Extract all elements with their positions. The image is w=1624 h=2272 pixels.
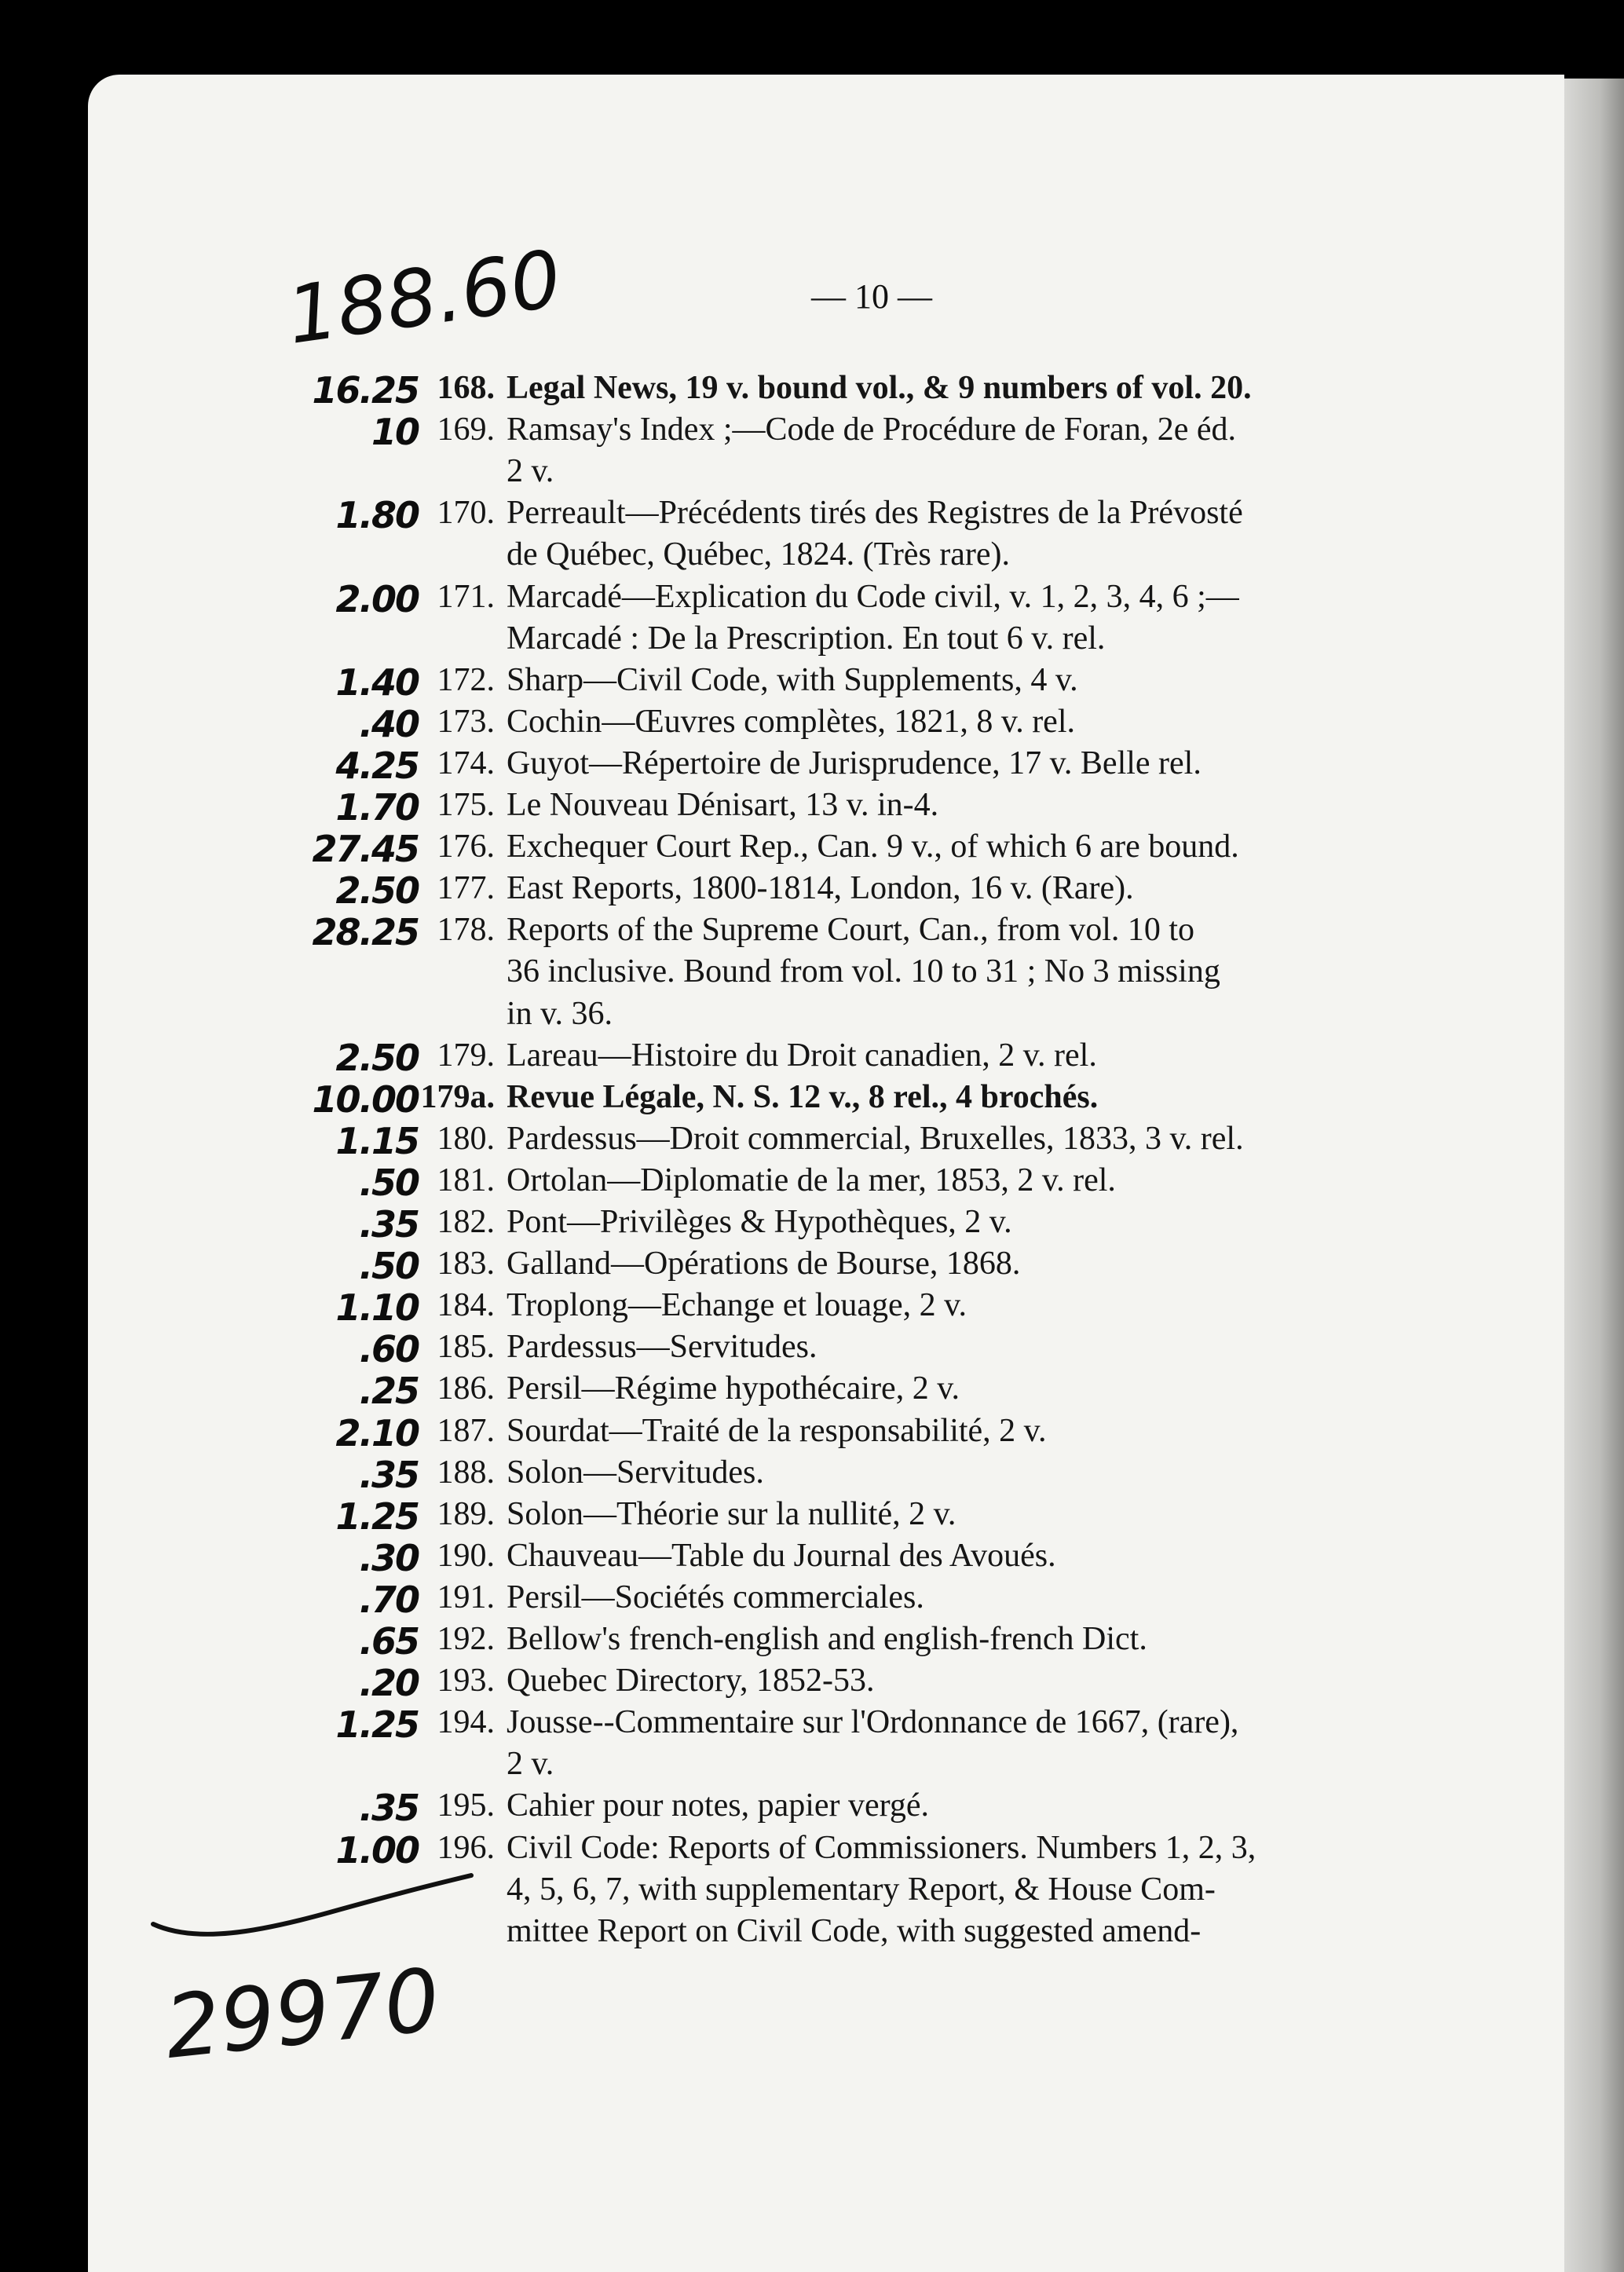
- catalogue-line: [0, 620, 1624, 662]
- catalogue-line: [0, 661, 1624, 704]
- entry-text: Galland—Opérations de Bourse, 1868.: [507, 1246, 1021, 1282]
- entry-text: Persil—Régime hypothécaire, 2 v.: [507, 1370, 960, 1407]
- entry-text: Pardessus—Servitudes.: [507, 1329, 817, 1366]
- catalogue-line: [0, 1120, 1624, 1162]
- handwritten-price: 1.00: [335, 1828, 419, 1871]
- catalogue-line: [0, 411, 1624, 453]
- entry-number: 182.: [437, 1204, 495, 1240]
- entry-number: 183.: [437, 1246, 495, 1282]
- entry-number: 185.: [437, 1329, 495, 1366]
- handwritten-price: 1.10: [335, 1286, 419, 1330]
- entry-text: 36 inclusive. Bound from vol. 10 to 31 ; No 3 missing: [507, 953, 1220, 990]
- entry-number: 181.: [437, 1162, 495, 1198]
- catalogue-line: [0, 1620, 1624, 1663]
- entry-text: Bellow's french-english and english-french Dict.: [507, 1621, 1147, 1657]
- entry-number: 194.: [437, 1704, 495, 1741]
- handwritten-price: .35: [359, 1787, 419, 1830]
- entry-text: Lareau—Histoire du Droit canadien, 2 v. rel.: [507, 1037, 1097, 1074]
- entry-text: Cochin—Œuvres complètes, 1821, 8 v. rel.: [507, 703, 1075, 740]
- catalogue-line: [0, 1495, 1624, 1538]
- catalogue-line: [0, 911, 1624, 953]
- entry-number: 179.: [437, 1037, 495, 1074]
- entry-text: Troplong—Echange et louage, 2 v.: [507, 1287, 967, 1324]
- catalogue-line: [0, 1245, 1624, 1287]
- catalogue-line: [0, 745, 1624, 787]
- entry-text: East Reports, 1800-1814, London, 16 v. (Rare).: [507, 870, 1134, 907]
- catalogue-line: [0, 1454, 1624, 1496]
- entry-text: de Québec, Québec, 1824. (Très rare).: [507, 536, 1011, 573]
- catalogue-line: [0, 1162, 1624, 1204]
- entry-number: 180.: [437, 1120, 495, 1157]
- handwritten-price: 1.40: [335, 660, 419, 704]
- entry-number: 175.: [437, 787, 495, 823]
- entry-text: Civil Code: Reports of Commissioners. Numbers 1, 2, 3,: [507, 1829, 1256, 1866]
- handwritten-price: 10: [371, 411, 419, 454]
- entry-text: Cahier pour notes, papier vergé.: [507, 1787, 930, 1824]
- entry-number: 168.: [437, 370, 495, 406]
- catalogue-line: [0, 1537, 1624, 1579]
- entry-number: 174.: [437, 745, 495, 781]
- entry-number: 196.: [437, 1829, 495, 1866]
- handwritten-price: .50: [359, 1245, 419, 1288]
- entry-number: 193.: [437, 1663, 495, 1699]
- catalogue-line: [0, 452, 1624, 495]
- entry-number: 179a.: [420, 1078, 495, 1115]
- entry-number: 191.: [437, 1579, 495, 1615]
- entry-text: Solon—Théorie sur la nullité, 2 v.: [507, 1495, 956, 1532]
- entry-text: Revue Légale, N. S. 12 v., 8 rel., 4 brochés.: [507, 1078, 1099, 1115]
- entry-text: Solon—Servitudes.: [507, 1454, 764, 1491]
- entry-text: 4, 5, 6, 7, with supplementary Report, & House Com-: [507, 1871, 1216, 1908]
- catalogue-line: [0, 703, 1624, 745]
- entry-text: Perreault—Précédents tirés des Registres de la Prévosté: [507, 495, 1243, 532]
- catalogue-line: [0, 1203, 1624, 1246]
- handwritten-price: .30: [359, 1536, 419, 1579]
- entry-text: Ramsay's Index ;—Code de Procédure de Foran, 2e éd.: [507, 412, 1236, 448]
- handwritten-price: 16.25: [312, 369, 419, 412]
- entry-number: 195.: [437, 1787, 495, 1824]
- entry-text: Marcadé : De la Prescription. En tout 6 v. rel.: [507, 620, 1106, 657]
- handwritten-price: .35: [359, 1453, 419, 1496]
- entry-text: Ortolan—Diplomatie de la mer, 1853, 2 v. rel.: [507, 1162, 1116, 1198]
- catalogue-line: [0, 369, 1624, 412]
- entry-number: 188.: [437, 1454, 495, 1491]
- entry-text: mittee Report on Civil Code, with suggested amend-: [507, 1912, 1202, 1949]
- entry-text: Chauveau—Table du Journal des Avoués.: [507, 1537, 1056, 1574]
- entry-number: 187.: [437, 1412, 495, 1449]
- handwritten-price: 1.25: [335, 1703, 419, 1747]
- entry-number: 178.: [437, 912, 495, 949]
- entry-number: 169.: [437, 412, 495, 448]
- entry-number: 190.: [437, 1537, 495, 1574]
- entry-number: 172.: [437, 661, 495, 698]
- entry-text: Sharp—Civil Code, with Supplements, 4 v.: [507, 661, 1078, 698]
- catalogue-line: [0, 494, 1624, 536]
- handwritten-price: 1.15: [335, 1119, 419, 1162]
- catalogue-line: [0, 1370, 1624, 1412]
- entry-number: 184.: [437, 1287, 495, 1324]
- entry-text: 2 v.: [507, 453, 554, 490]
- handwritten-price: .50: [359, 1161, 419, 1204]
- catalogue-line: [0, 786, 1624, 829]
- handwritten-price: 1.80: [335, 494, 419, 537]
- catalogue-line: [0, 1579, 1624, 1621]
- handwritten-price: .40: [359, 702, 419, 745]
- catalogue-line: [0, 869, 1624, 912]
- entry-text: Jousse--Commentaire sur l'Ordonnance de 1667, (rare),: [507, 1704, 1239, 1741]
- handwritten-price: .35: [359, 1203, 419, 1246]
- catalogue-line: [0, 1829, 1624, 1871]
- entry-text: Legal News, 19 v. bound vol., & 9 numbers of vol. 20.: [507, 370, 1252, 406]
- entry-number: 177.: [437, 870, 495, 907]
- entry-text: Le Nouveau Dénisart, 13 v. in-4.: [507, 787, 939, 823]
- handwritten-price: .70: [359, 1578, 419, 1621]
- entry-text: Quebec Directory, 1852-53.: [507, 1663, 875, 1699]
- entry-text: 2 v.: [507, 1746, 554, 1783]
- entry-text: Guyot—Répertoire de Jurisprudence, 17 v. Belle rel.: [507, 745, 1202, 781]
- catalogue-line: [0, 578, 1624, 620]
- catalogue-line: [0, 1412, 1624, 1454]
- catalogue-line: [0, 1703, 1624, 1746]
- entry-text: Pardessus—Droit commercial, Bruxelles, 1833, 3 v. rel.: [507, 1120, 1244, 1157]
- handwritten-price: 28.25: [312, 911, 419, 954]
- catalogue-line: [0, 828, 1624, 870]
- entry-number: 173.: [437, 703, 495, 740]
- handwritten-price: 4.25: [335, 744, 419, 787]
- entry-text: Reports of the Supreme Court, Can., from vol. 10 to: [507, 912, 1195, 949]
- handwritten-price: 2.50: [335, 869, 419, 913]
- entry-text: Marcadé—Explication du Code civil, v. 1, 2, 3, 4, 6 ;—: [507, 578, 1239, 615]
- entry-text: in v. 36.: [507, 995, 613, 1032]
- handwritten-price: .60: [359, 1328, 419, 1371]
- handwritten-price: 2.00: [335, 577, 419, 620]
- catalogue-line: [0, 1037, 1624, 1079]
- handwritten-price: 1.70: [335, 786, 419, 829]
- catalogue-line: [0, 953, 1624, 995]
- handwritten-price: .20: [359, 1662, 419, 1705]
- catalogue-line: [0, 1078, 1624, 1121]
- entry-number: 192.: [437, 1621, 495, 1657]
- handwritten-price: .25: [359, 1370, 419, 1413]
- entry-number: 189.: [437, 1495, 495, 1532]
- entry-number: 171.: [437, 578, 495, 615]
- entry-text: Persil—Sociétés commerciales.: [507, 1579, 924, 1615]
- catalogue-line: [0, 1662, 1624, 1704]
- catalogue-line: [0, 1787, 1624, 1829]
- catalogue-line: [0, 1286, 1624, 1329]
- handwritten-price: .65: [359, 1620, 419, 1663]
- catalogue-line: [0, 1328, 1624, 1370]
- entry-number: 170.: [437, 495, 495, 532]
- entry-text: Sourdat—Traité de la responsabilité, 2 v.: [507, 1412, 1047, 1449]
- handwritten-sum-top: 188.60: [281, 232, 567, 362]
- catalogue-line: [0, 995, 1624, 1037]
- catalogue-line: [0, 536, 1624, 578]
- entry-text: Exchequer Court Rep., Can. 9 v., of which 6 are bound.: [507, 829, 1239, 865]
- handwritten-price: 1.25: [335, 1495, 419, 1538]
- handwritten-price: 27.45: [312, 828, 419, 871]
- page-number: — 10 —: [811, 277, 932, 316]
- entry-text: Pont—Privilèges & Hypothèques, 2 v.: [507, 1204, 1012, 1240]
- catalogue-line: [0, 1745, 1624, 1787]
- handwritten-price: 2.10: [335, 1411, 419, 1454]
- entry-number: 176.: [437, 829, 495, 865]
- handwritten-price: 2.50: [335, 1036, 419, 1079]
- handwritten-total: 29970: [160, 1949, 444, 2078]
- entry-number: 186.: [437, 1370, 495, 1407]
- handwritten-price: 10.00: [312, 1077, 419, 1121]
